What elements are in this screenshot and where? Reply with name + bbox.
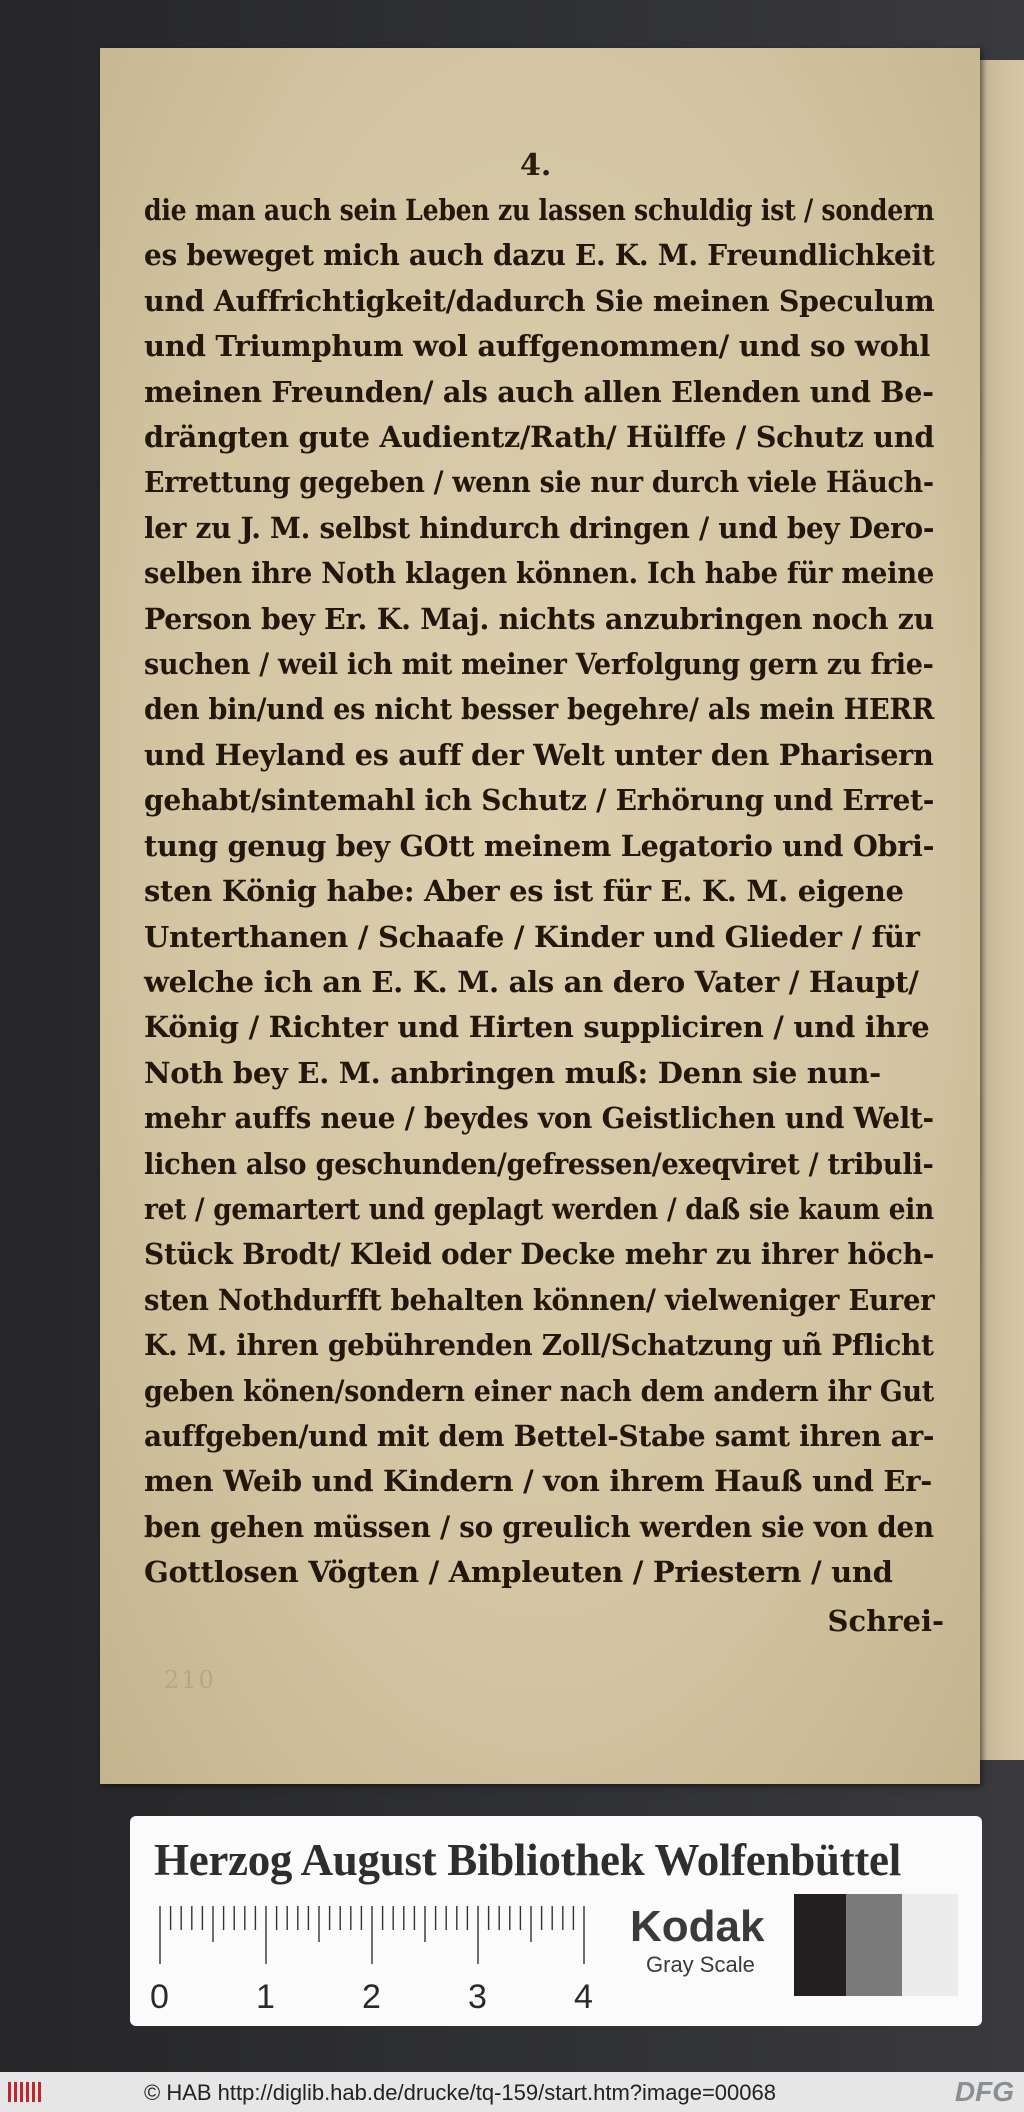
library-name: Herzog August Bibliothek Wolfenbüttel (154, 1835, 901, 1885)
text-line: suchen / weil ich mit meiner Verfolgung gern zu frie- (144, 647, 934, 682)
color-calibration-card (130, 1816, 982, 2026)
text-line: ret / gemartert und geplagt werden / daß sie kaum ein (144, 1191, 934, 1226)
text-line: Gottlosen Vögten / Ampleuten / Priestern / und (144, 1555, 893, 1590)
text-line: die man auch sein Leben zu lassen schuldig ist / sondern (144, 193, 935, 227)
text-line: ler zu J. M. selbst hindurch dringen / und bey Dero- (144, 510, 935, 545)
text-line: und Auffrichtigkeit/dadurch Sie meinen Speculum (144, 283, 935, 318)
source-link[interactable]: © HAB http://diglib.hab.de/drucke/tq-159/start.htm?image=00068 (144, 2080, 776, 2105)
page-text (144, 188, 934, 1596)
text-line: geben könen/sondern einer nach dem andern ihr Gut (144, 1373, 934, 1408)
gray-swatch (794, 1894, 846, 1996)
ruler (156, 1906, 636, 1966)
text-line: drängten gute Audientz/Rath/ Hülffe / Schutz und (144, 420, 935, 455)
text-line: es beweget mich auch dazu E. K. M. Freundlichkeit (144, 238, 935, 273)
ruler-label: 3 (468, 1978, 487, 2016)
text-line: mehr auffs neue / beydes von Geistlichen und Welt- (144, 1101, 934, 1136)
kodak-logo: Kodak (630, 1902, 765, 1951)
text-line: meinen Freunden/ als auch allen Elenden und Be- (144, 374, 934, 409)
text-line: Noth bey E. M. anbringen muß: Denn sie nun- (144, 1055, 881, 1090)
page-number: 4. (520, 148, 552, 183)
text-line: sten Nothdurfft behalten können/ vielweniger Eurer (144, 1282, 935, 1317)
gray-scale-label: Gray Scale (646, 1952, 755, 1977)
hab-logo-icon (6, 2078, 46, 2106)
text-line: K. M. ihren gebührenden Zoll/Schatzung uñ Pflicht (144, 1328, 934, 1363)
text-line: welche ich an E. K. M. als an dero Vater / Haupt/ (144, 964, 919, 999)
text-line: gehabt/sintemahl ich Schutz / Erhörung und Erret- (144, 783, 935, 818)
text-line: ben gehen müssen / so greulich werden sie von den (144, 1509, 934, 1544)
text-line: den bin/und es nicht besser begehre/ als mein HERR (144, 692, 935, 727)
ruler-label: 1 (256, 1978, 275, 2016)
text-line: tung genug bey GOtt meinem Legatorio und Obri- (144, 828, 935, 863)
text-line: auffgeben/und mit dem Bettel-Stabe samt ihren ar- (144, 1418, 935, 1453)
text-line: Stück Brodt/ Kleid oder Decke mehr zu ihrer höch- (144, 1237, 935, 1272)
bleed-through-mark: 210 (164, 1666, 216, 1694)
text-line: lichen also geschunden/gefressen/exeqviret / tribuli- (144, 1146, 934, 1181)
text-line: Unterthanen / Schaafe / Kinder und Glieder / für (144, 919, 920, 954)
text-line: König / Richter und Hirten suppliciren / und ihre (144, 1010, 930, 1045)
text-line: Errettung gegeben / wenn sie nur durch viele Häuch- (144, 465, 934, 500)
text-line: men Weib und Kindern / von ihrem Hauß und Er- (144, 1464, 932, 1499)
text-line: sten König habe: Aber es ist für E. K. M. eigene (144, 874, 904, 909)
gray-swatch (846, 1894, 902, 1996)
ruler-label: 2 (362, 1978, 381, 2016)
gray-swatch (902, 1894, 958, 1996)
ruler-label: 4 (574, 1978, 593, 2016)
text-line: selben ihre Noth klagen können. Ich habe für meine (144, 556, 934, 591)
ruler-label: 0 (150, 1978, 169, 2016)
text-line: und Triumphum wol auffgenommen/ und so wohl (144, 329, 931, 364)
footer-bar (0, 2072, 1024, 2112)
text-line: und Heyland es auff der Welt unter den Pharisern (144, 737, 934, 772)
catchword: Schrei- (827, 1604, 944, 1638)
dfg-logo: DFG (954, 2076, 1014, 2107)
book-page (100, 48, 980, 1784)
text-line: Person bey Er. K. Maj. nichts anzubringen noch zu (144, 601, 934, 636)
